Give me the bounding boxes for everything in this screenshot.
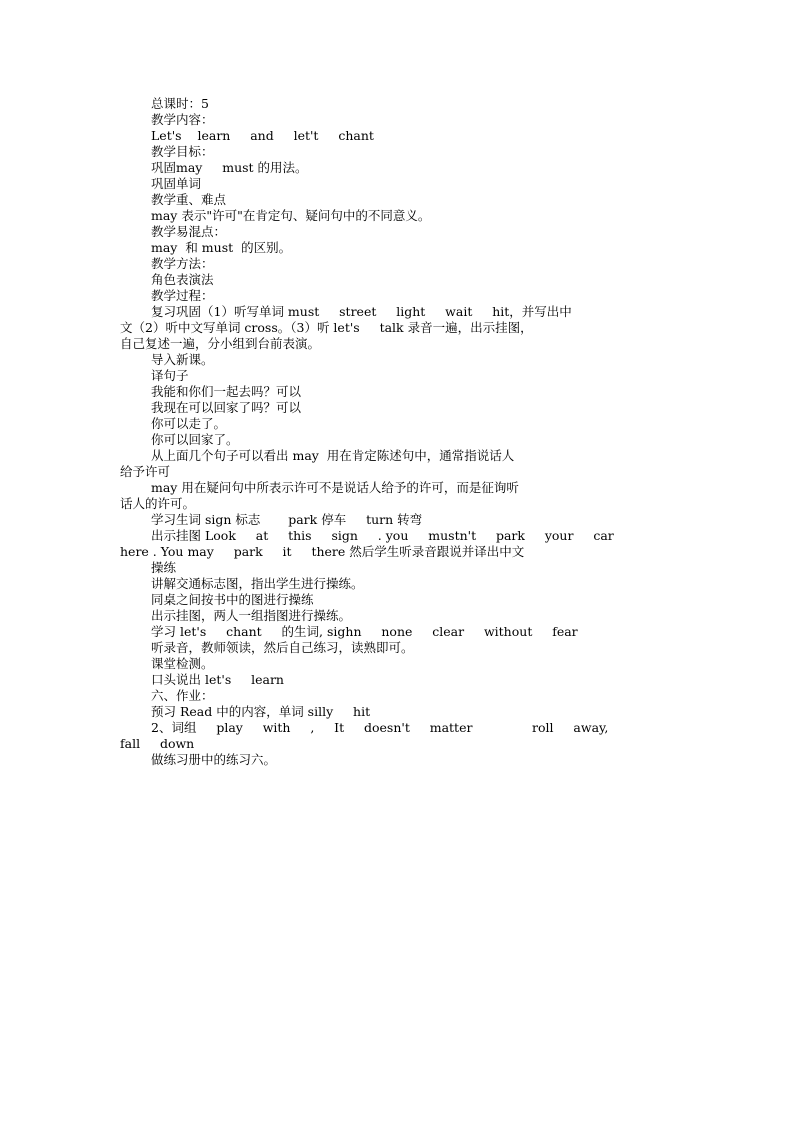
- text-line: 巩固may must 的用法。: [151, 160, 308, 175]
- text-line: 自己复述一遍，分小组到台前表演。: [120, 336, 321, 351]
- text-line: 巩固单词: [151, 176, 202, 191]
- text-line: 2、词组 play with , It doesn't matter roll away,: [151, 720, 609, 735]
- text-line: may 表示"许可"在肯定句、疑问句中的不同意义。: [151, 208, 431, 223]
- text-line: 导入新课。: [151, 352, 214, 367]
- text-line: 教学易混点：: [151, 224, 227, 239]
- text-line: here . You may park it there 然后学生听录音跟说并译出中文: [120, 544, 525, 559]
- text-line: 文（2）听中文写单词 cross。（3）听 let's talk 录音一遍，出示挂图，: [120, 320, 533, 335]
- text-line: fall down: [120, 736, 195, 751]
- text-line: 给予许可: [120, 464, 171, 479]
- text-line: 你可以走了。: [151, 416, 227, 431]
- text-line: may 和 must 的区别。: [151, 240, 292, 255]
- text-line: 我现在可以回家了吗？可以: [151, 400, 302, 415]
- text-line: 教学方法：: [151, 256, 214, 271]
- text-line: 学习生词 sign 标志 park 停车 turn 转弯: [151, 512, 423, 527]
- text-line: may 用在疑问句中所表示许可不是说话人给予的许可，而是征询听: [151, 480, 519, 495]
- text-line: 教学重、难点: [151, 192, 227, 207]
- text-line: 预习 Read 中的内容，单词 silly hit: [151, 704, 371, 719]
- text-line: 课堂检测。: [151, 656, 214, 671]
- text-line: 译句子: [151, 368, 189, 383]
- text-line: 学习 let's chant 的生词, sighn none clear without fear: [151, 624, 578, 639]
- text-line: 教学过程：: [151, 288, 214, 303]
- text-line: 讲解交通标志图，指出学生进行操练。: [151, 576, 364, 591]
- text-line: 听录音，教师领读，然后自己练习，读熟即可。: [151, 640, 414, 655]
- text-line: 出示挂图 Look at this sign . you mustn't park your car: [151, 528, 614, 543]
- document-page: [120, 96, 614, 768]
- text-line: 六、作业：: [151, 688, 214, 703]
- text-line: 复习巩固（1）听写单词 must street light wait hit，并写出中: [151, 304, 572, 319]
- text-line: 总课时：5: [151, 96, 209, 111]
- text-line: Let's learn and let't chant: [151, 128, 374, 143]
- text-line: 出示挂图，两人一组指图进行操练。: [151, 608, 352, 623]
- text-line: 教学目标：: [151, 144, 214, 159]
- text-line: 口头说出 let's learn: [151, 672, 284, 687]
- text-line: 话人的许可。: [120, 496, 196, 511]
- text-line: 做练习册中的练习六。: [151, 752, 277, 767]
- text-line: 同桌之间按书中的图进行操练: [151, 592, 314, 607]
- text-line: 角色表演法: [151, 272, 214, 287]
- text-line: 操练: [151, 560, 177, 575]
- text-line: 从上面几个句子可以看出 may 用在肯定陈述句中，通常指说话人: [151, 448, 515, 463]
- text-line: 我能和你们一起去吗？可以: [151, 384, 302, 399]
- text-line: 教学内容：: [151, 112, 214, 127]
- text-line: 你可以回家了。: [151, 432, 239, 447]
